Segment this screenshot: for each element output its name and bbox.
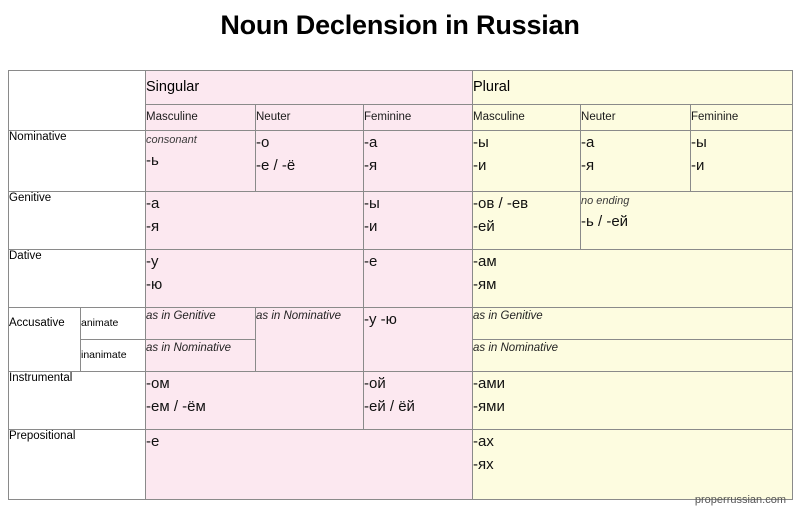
case-label-nominative: Nominative — [9, 131, 146, 192]
accusative-subrow-label-inanimate: inanimate — [81, 340, 146, 372]
instrumental-sg-mascneut-ending-1: -ом — [146, 375, 170, 392]
header-plural-masculine: Masculine — [473, 105, 581, 131]
nominative-pl-masc-ending-1: -ы — [473, 134, 489, 151]
table-row-genitive — [9, 192, 793, 250]
genitive-sg-fem-ending-2: -и — [364, 218, 378, 235]
nominative-pl-neut-ending-1: -а — [581, 134, 595, 151]
cell-accusative-sg-masculine-animate: as in Genitive — [146, 308, 256, 340]
cell-instrumental-pl-all — [473, 372, 793, 430]
accusative-subrow-label-animate: animate — [81, 308, 146, 340]
instrumental-pl-ending-2: -ями — [473, 398, 505, 415]
cell-accusative-pl-animate: as in Genitive — [473, 308, 793, 340]
genitive-pl-masc-ending-2: -ей — [473, 218, 495, 235]
cell-genitive-pl-neuter-feminine — [581, 192, 793, 250]
cell-prepositional-sg-all — [146, 430, 473, 500]
cell-genitive-sg-masculine-neuter — [146, 192, 364, 250]
table-row-nominative — [9, 131, 793, 192]
cell-dative-sg-masculine-neuter — [146, 250, 364, 308]
prepositional-sg-ending-1: -е — [146, 433, 160, 450]
cell-nominative-pl-neuter — [581, 131, 691, 192]
table-row-accusative-animate — [9, 308, 793, 340]
cell-nominative-sg-masculine — [146, 131, 256, 192]
page-title: Noun Declension in Russian — [220, 10, 580, 40]
dative-pl-ending-2: -ям — [473, 276, 497, 293]
cell-nominative-sg-feminine — [364, 131, 473, 192]
instrumental-sg-fem-ending-2: -ей / ёй — [364, 398, 415, 415]
nominative-pl-masc-ending-2: -и — [473, 157, 487, 174]
genitive-pl-masc-ending-1: -ов / -ев — [473, 195, 529, 212]
instrumental-sg-fem-ending-1: -ой — [364, 375, 386, 392]
prepositional-pl-ending-2: -ях — [473, 456, 494, 473]
cell-accusative-sg-masculine-inanimate: as in Nominative — [146, 340, 256, 372]
noun-declension-table — [8, 70, 793, 500]
genitive-sg-fem-ending-1: -ы — [364, 195, 380, 212]
genitive-pl-neutfem-ending-1: -ь / -ей — [581, 213, 629, 230]
header-singular-masculine: Masculine — [146, 105, 256, 131]
header-singular-feminine: Feminine — [364, 105, 473, 131]
cell-accusative-pl-inanimate: as in Nominative — [473, 340, 793, 372]
case-label-prepositional: Prepositional — [9, 430, 146, 500]
prepositional-pl-ending-1: -ах — [473, 433, 494, 450]
cell-prepositional-pl-all — [473, 430, 793, 500]
genitive-sg-mascneut-ending-2: -я — [146, 218, 160, 235]
nominative-pl-fem-ending-2: -и — [691, 157, 705, 174]
cell-instrumental-sg-masculine-neuter — [146, 372, 364, 430]
nominative-sg-fem-ending-1: -а — [364, 134, 378, 151]
nominative-pl-fem-ending-1: -ы — [691, 134, 707, 151]
instrumental-sg-mascneut-ending-2: -ем / -ём — [146, 398, 206, 415]
nominative-sg-neut-ending-2: -е / -ё — [256, 157, 296, 174]
cell-genitive-sg-feminine — [364, 192, 473, 250]
table-header-group-row — [9, 71, 793, 105]
cell-dative-sg-feminine — [364, 250, 473, 308]
genitive-sg-mascneut-ending-1: -а — [146, 195, 160, 212]
table-row-instrumental — [9, 372, 793, 430]
case-label-accusative: Accusative — [9, 308, 81, 372]
cell-instrumental-sg-feminine — [364, 372, 473, 430]
instrumental-pl-ending-1: -ами — [473, 375, 506, 392]
table-row-prepositional — [9, 430, 793, 500]
table-row-dative — [9, 250, 793, 308]
header-group-plural: Plural — [473, 71, 793, 105]
cell-genitive-pl-masculine — [473, 192, 581, 250]
dative-sg-mascneut-ending-1: -у — [146, 253, 159, 270]
dative-sg-mascneut-ending-2: -ю — [146, 276, 163, 293]
cell-nominative-pl-feminine — [691, 131, 793, 192]
header-plural-neuter: Neuter — [581, 105, 691, 131]
cell-nominative-pl-masculine — [473, 131, 581, 192]
header-singular-neuter: Neuter — [256, 105, 364, 131]
cell-accusative-sg-neuter: as in Nominative — [256, 308, 364, 372]
header-corner-cell — [9, 71, 146, 131]
dative-pl-ending-1: -ам — [473, 253, 497, 270]
accusative-sg-fem-ending-2: -ю — [380, 311, 397, 328]
nominative-sg-fem-ending-2: -я — [364, 157, 378, 174]
nominative-sg-neut-ending-1: -о — [256, 134, 270, 151]
cell-accusative-sg-feminine — [364, 308, 473, 372]
nominative-sg-masc-ending-1: -ь — [146, 152, 159, 169]
header-group-singular: Singular — [146, 71, 473, 105]
case-label-dative: Dative — [9, 250, 146, 308]
genitive-pl-neutfem-note: no ending — [581, 195, 630, 207]
cell-dative-pl-all — [473, 250, 793, 308]
header-plural-feminine: Feminine — [691, 105, 793, 131]
nominative-pl-neut-ending-2: -я — [581, 157, 595, 174]
source-attribution: properrussian.com — [694, 494, 786, 506]
nominative-sg-masc-note: consonant — [146, 134, 197, 146]
cell-nominative-sg-neuter — [256, 131, 364, 192]
declension-table-container — [8, 70, 792, 500]
dative-sg-fem-ending-1: -е — [364, 253, 378, 270]
case-label-instrumental: Instrumental — [9, 372, 146, 430]
accusative-sg-fem-ending-1: -у — [364, 311, 377, 328]
case-label-genitive: Genitive — [9, 192, 146, 250]
